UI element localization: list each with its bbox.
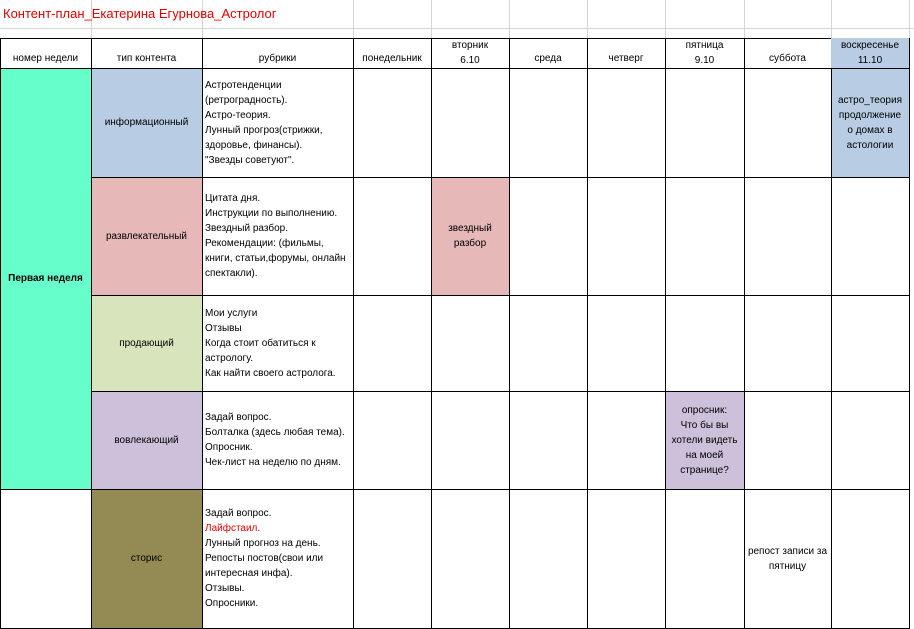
week-label[interactable]: Первая неделя [8, 273, 83, 284]
header-rubrics[interactable]: рубрики [258, 53, 297, 64]
header-type[interactable]: тип контента [116, 53, 177, 64]
header-wednesday[interactable]: среда [534, 53, 562, 64]
rubrics-cell-engage[interactable]: Задай вопрос. Болталка (здесь любая тема). Опросник. Чек-лист на неделю по дням. [205, 412, 345, 468]
rubrics-cell-entertain[interactable]: Цитата дня. Инструкции по выполнению. Звездный разбор. Рекомендации: (фильмы, книги, статьи,форумы, онлайн спектакли). [205, 193, 346, 279]
type-cell-selling[interactable]: продающий [119, 337, 174, 349]
type-cell-stories[interactable]: сторис [130, 553, 163, 564]
header-monday[interactable]: понедельник [362, 53, 422, 64]
sheet-title: Контент-план_Екатерина Егурнова_Астролог [3, 6, 277, 21]
header-week[interactable]: номер недели [12, 53, 79, 64]
friday-engage-cell[interactable]: опросник: Что бы вы хотели видеть на моей странице? [671, 404, 738, 476]
saturday-stories-cell[interactable]: репост записи за пятницу [747, 545, 828, 572]
header-sunday[interactable]: воскресенье 11.10 [831, 38, 909, 68]
rubrics-cell-selling[interactable]: Мои услуги Отзывы Когда стоит обатиться к астрологу. Как найти своего астролога. [205, 307, 336, 379]
sunday-info-cell[interactable]: астро_теория продолжение о домах в астологии [838, 94, 902, 151]
header-friday[interactable]: пятница 9.10 [685, 40, 724, 66]
header-saturday[interactable]: суббота [769, 53, 806, 64]
header-thursday[interactable]: четверг [608, 53, 644, 64]
rubrics-cell-stories[interactable]: Задай вопрос. Лайфстаил. Лунный прогноз на день. Репосты постов(свои или интересная инфа). Отзывы. Опросники. [205, 508, 324, 609]
tuesday-entertain-cell[interactable]: звездный разбор [448, 223, 492, 249]
type-cell-info[interactable]: информационный [104, 117, 189, 128]
rubrics-cell-info[interactable]: Астротенденции (ретроградность). Астро-теория. Лунный прогроз(стрижки, здоровье, финансы). "Звезды советуют". [205, 79, 323, 166]
type-cell-entertain[interactable]: развлекательный [105, 230, 188, 242]
header-tuesday[interactable]: вторник 6.10 [451, 40, 489, 66]
type-cell-engage[interactable]: вовлекающий [114, 434, 179, 446]
